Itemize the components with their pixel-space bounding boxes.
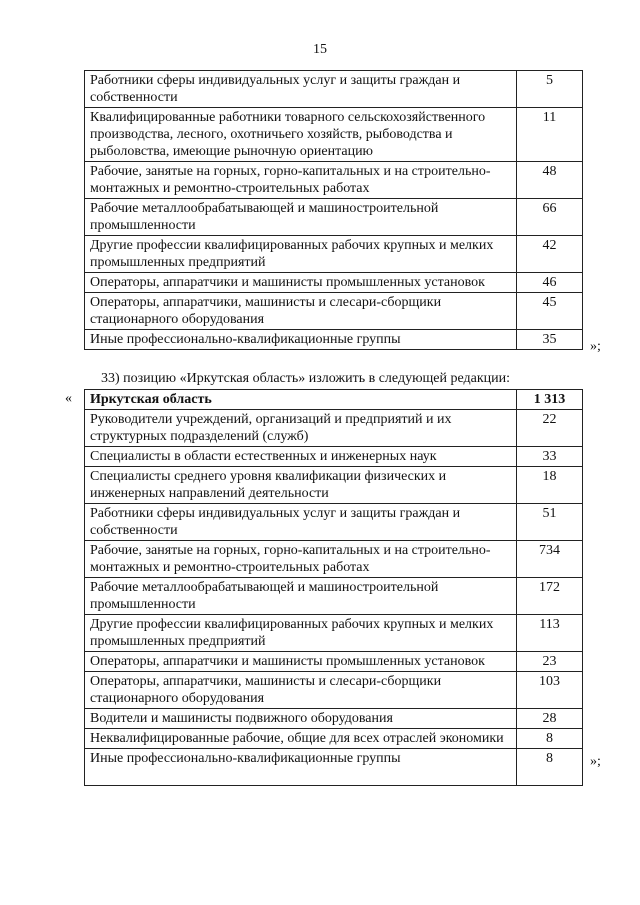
table-row — [85, 199, 583, 236]
table-row — [85, 236, 583, 273]
table-row — [85, 293, 583, 330]
row-value: 172 — [517, 578, 583, 615]
table-header-row — [85, 390, 583, 410]
row-value: 66 — [517, 199, 583, 236]
row-label: Операторы, аппаратчики, машинисты и слесари-сборщики стационарного оборудования — [85, 293, 517, 330]
table-row — [85, 108, 583, 162]
table-row — [85, 749, 583, 786]
row-label: Другие профессии квалифицированных рабочих крупных и мелких промышленных предприятий — [85, 236, 517, 273]
row-value: 18 — [517, 467, 583, 504]
table-row — [85, 273, 583, 293]
occupation-table-previous — [84, 70, 583, 350]
table-row — [85, 672, 583, 709]
table-row — [85, 652, 583, 672]
row-label: Рабочие металлообрабатывающей и машиностроительной промышленности — [85, 199, 517, 236]
row-value: 48 — [517, 162, 583, 199]
row-value: 28 — [517, 709, 583, 729]
region-name: Иркутская область — [85, 390, 517, 410]
row-label: Рабочие металлообрабатывающей и машиностроительной промышленности — [85, 578, 517, 615]
opening-quote: « — [65, 391, 72, 406]
occupation-table-irkutsk — [84, 389, 583, 786]
closing-quote: »; — [590, 754, 601, 769]
row-value: 33 — [517, 447, 583, 467]
table-row — [85, 71, 583, 108]
table-row — [85, 615, 583, 652]
table-row — [85, 541, 583, 578]
row-label: Рабочие, занятые на горных, горно-капитальных и на строительно-монтажных и ремонтно-строительных работах — [85, 541, 517, 578]
region-total: 1 313 — [517, 390, 583, 410]
closing-quote: »; — [590, 339, 601, 354]
row-value: 22 — [517, 410, 583, 447]
row-label: Иные профессионально-квалификационные группы — [85, 330, 517, 350]
row-value: 5 — [517, 71, 583, 108]
table-row — [85, 467, 583, 504]
row-label: Неквалифицированные рабочие, общие для всех отраслей экономики — [85, 729, 517, 749]
row-value: 113 — [517, 615, 583, 652]
row-value: 35 — [517, 330, 583, 350]
row-value: 46 — [517, 273, 583, 293]
row-label: Операторы, аппаратчики и машинисты промышленных установок — [85, 273, 517, 293]
row-value: 51 — [517, 504, 583, 541]
table-row — [85, 504, 583, 541]
row-value: 734 — [517, 541, 583, 578]
table-row — [85, 410, 583, 447]
row-label: Специалисты в области естественных и инженерных наук — [85, 447, 517, 467]
row-value: 103 — [517, 672, 583, 709]
table-row — [85, 709, 583, 729]
table-row — [85, 447, 583, 467]
row-value: 8 — [517, 729, 583, 749]
row-label: Руководители учреждений, организаций и предприятий и их структурных подразделений (служб) — [85, 410, 517, 447]
table-row — [85, 729, 583, 749]
row-value: 45 — [517, 293, 583, 330]
row-label: Иные профессионально-квалификационные группы — [85, 749, 517, 786]
row-label: Другие профессии квалифицированных рабочих крупных и мелких промышленных предприятий — [85, 615, 517, 652]
row-label: Квалифицированные работники товарного сельскохозяйственного производства, лесного, охотничьего хозяйств, рыбоводства и рыболовства, имеющие рыночную ориентацию — [85, 108, 517, 162]
row-label: Операторы, аппаратчики, машинисты и слесари-сборщики стационарного оборудования — [85, 672, 517, 709]
row-label: Работники сферы индивидуальных услуг и защиты граждан и собственности — [85, 504, 517, 541]
row-label: Водители и машинисты подвижного оборудования — [85, 709, 517, 729]
row-value: 11 — [517, 108, 583, 162]
row-label: Рабочие, занятые на горных, горно-капитальных и на строительно-монтажных и ремонтно-строительных работах — [85, 162, 517, 199]
row-value: 8 — [517, 749, 583, 786]
row-label: Работники сферы индивидуальных услуг и защиты граждан и собственности — [85, 71, 517, 108]
page-number: 15 — [313, 42, 327, 57]
row-value: 23 — [517, 652, 583, 672]
row-label: Операторы, аппаратчики и машинисты промышленных установок — [85, 652, 517, 672]
table-row — [85, 578, 583, 615]
amendment-instruction: 33) позицию «Иркутская область» изложить в следующей редакции: — [101, 371, 511, 386]
table-row — [85, 330, 583, 350]
row-label: Специалисты среднего уровня квалификации физических и инженерных направлений деятельности — [85, 467, 517, 504]
row-value: 42 — [517, 236, 583, 273]
table-row — [85, 162, 583, 199]
